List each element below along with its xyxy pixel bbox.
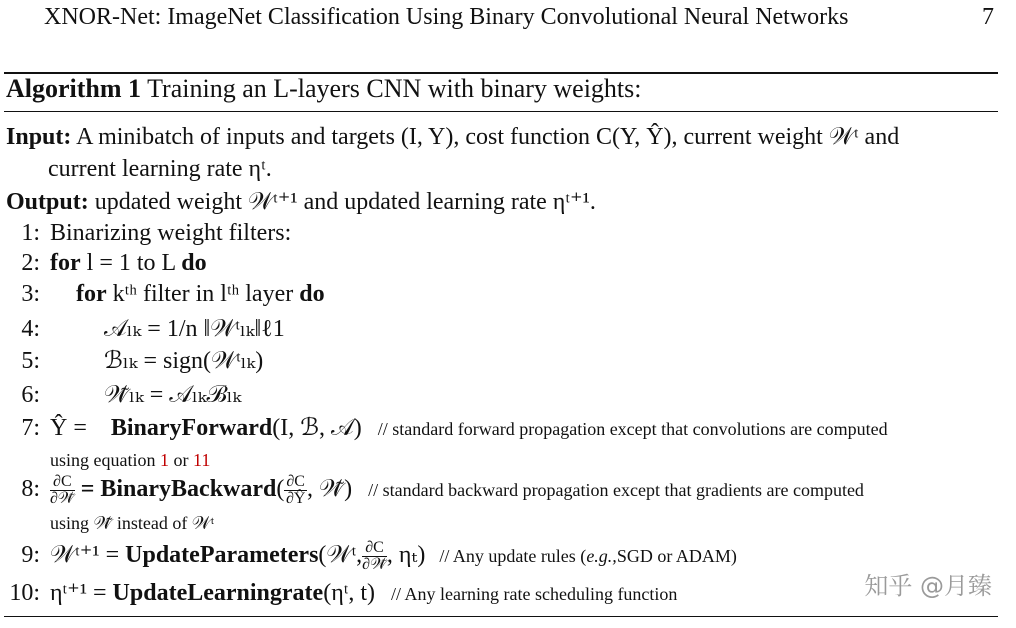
keyword-do: do [299, 281, 325, 307]
fraction-dc-dy: $\frac{\partial C}{\partial Ŷ}$ [285, 473, 306, 507]
equation-ref-11[interactable]: 11 [193, 450, 211, 470]
fraction-dc-dw: $\frac{\partial C}{\text{∂𝒲̃}}$ [50, 473, 75, 507]
step-2 [0, 250, 207, 277]
step-comment: // Any update rules (e.g.,SGD or ADAM) [439, 546, 737, 567]
algorithm-bottom-rule [4, 616, 998, 617]
step-lhs: ηᵗ⁺¹ = [50, 580, 107, 606]
step-args: (I, ℬ, 𝒜) [272, 415, 362, 441]
step-number: 9: [21, 542, 40, 569]
step-10 [0, 578, 677, 607]
step-formula: 𝒲̃ₗₖ = 𝒜ₗₖℬₗₖ [104, 382, 242, 408]
input-label: Input: [6, 124, 72, 150]
step-6 [0, 380, 241, 409]
step-number: 1: [21, 220, 40, 246]
step-comment: // Any learning rate scheduling function [391, 584, 678, 604]
running-header-title: XNOR-Net: ImageNet Classification Using Binary Convolutional Neural Networks [44, 4, 849, 30]
step-lhs: 𝒲ᵗ⁺¹ = [50, 542, 120, 569]
algorithm-title: Training an L-layers CNN with binary weights: [147, 74, 642, 103]
step-text: Binarizing weight filters: [50, 220, 292, 246]
step-text: kᵗʰ filter in lᵗʰ layer [112, 281, 294, 307]
input-line-2 [48, 156, 272, 183]
step-number: 3: [21, 281, 40, 307]
input-line [6, 124, 899, 151]
step-formula: 𝒜ₗₖ = 1/n ‖𝒲ᵗₗₖ‖ℓ1 [104, 316, 285, 342]
function-binary-forward: BinaryForward [110, 415, 273, 441]
step-comment: // standard backward propagation except that gradients are computed [368, 480, 864, 501]
step-number: 6: [21, 382, 40, 408]
step-number: 4: [21, 316, 40, 342]
keyword-for: for [50, 250, 81, 276]
algorithm-label: Algorithm 1 [6, 74, 142, 103]
step-number: 8: [21, 476, 40, 503]
continuation-text: using equation [50, 450, 156, 470]
function-update-learningrate: UpdateLearningrate [112, 580, 324, 606]
step-7-continuation [50, 450, 210, 471]
step-formula: ℬₗₖ = sign(𝒲ᵗₗₖ) [104, 348, 264, 374]
fraction-dc-dw: $\frac{\partial C}{\text{∂𝒲̃}}$ [362, 539, 387, 573]
step-7 [0, 413, 888, 442]
function-update-parameters: UpdateParameters [125, 542, 319, 569]
step-4 [0, 314, 285, 343]
watermark: 知乎 @月臻 [864, 572, 992, 600]
algorithm-caption-rule [4, 111, 998, 112]
output-label: Output: [6, 189, 89, 215]
step-number: 10: [9, 580, 40, 606]
step-8-continuation: using 𝒲̃ instead of 𝒲ᵗ [50, 513, 215, 533]
step-lhs: Ŷ = [50, 415, 87, 441]
continuation-or: or [173, 450, 189, 470]
function-binary-backward: = BinaryBackward [80, 476, 277, 503]
step-number: 5: [21, 348, 40, 374]
output-line [6, 187, 596, 216]
step-comment: // standard forward propagation except that convolutions are computed [377, 419, 888, 439]
step-5 [0, 346, 263, 375]
page-number: 7 [982, 4, 994, 30]
step-8: 8: $\frac{\partial C}{\text{∂𝒲̃}}$ = BinaryBackward( $\frac{\partial C}{\partial Ŷ}$ , 𝒲̃) // standard backward propagation except that gradients are computed [0, 474, 864, 507]
output-text: updated weight 𝒲ᵗ⁺¹ and updated learning rate ηᵗ⁺¹. [94, 189, 596, 215]
step-args: (ηᵗ, t) [323, 580, 375, 606]
step-3 [0, 281, 325, 308]
input-text-line2: current learning rate ηᵗ. [48, 156, 272, 182]
step-number: 2: [21, 250, 40, 276]
keyword-for: for [76, 281, 107, 307]
step-9: 9: 𝒲ᵗ⁺¹ = UpdateParameters(𝒲ᵗ, $\frac{\partial C}{\text{∂𝒲̃}}$ , ηₜ) // Any update rules (e.g.,SGD or ADAM) [0, 540, 737, 573]
step-number: 7: [21, 415, 40, 441]
keyword-do: do [181, 250, 207, 276]
step-text: l = 1 to L [86, 250, 176, 276]
equation-ref-1[interactable]: 1 [160, 450, 169, 470]
step-1 [0, 220, 291, 247]
algorithm-caption [6, 74, 642, 104]
input-text-line1: A minibatch of inputs and targets (I, Y), cost function C(Y, Ŷ), current weight 𝒲ᵗ and [76, 124, 900, 150]
